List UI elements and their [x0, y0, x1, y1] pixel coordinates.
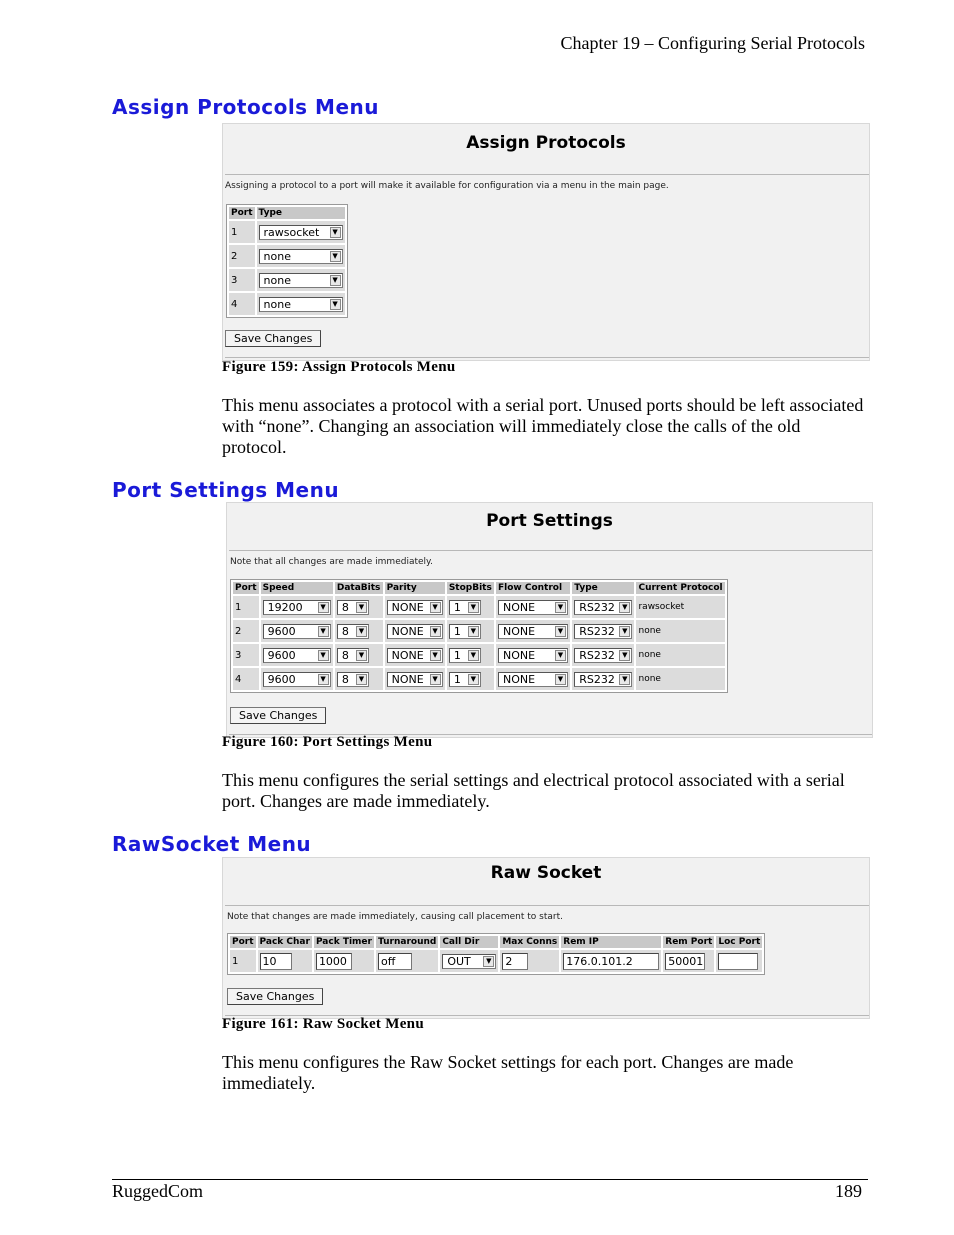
- select-value: 8: [341, 648, 349, 662]
- save-changes-button[interactable]: Save Changes: [225, 330, 321, 347]
- protocol-select[interactable]: [259, 297, 343, 312]
- column-header: Loc Port: [718, 937, 761, 947]
- port-cell: 3: [229, 269, 255, 291]
- column-header: Port: [231, 208, 253, 218]
- assign-protocols-panel: [222, 123, 870, 361]
- figure-caption: Figure 160: Port Settings Menu: [222, 734, 433, 750]
- speed-select[interactable]: [263, 624, 331, 639]
- stopbits-select[interactable]: [449, 600, 481, 615]
- dropdown-arrow-icon: ▼: [330, 275, 341, 286]
- dropdown-arrow-icon: ▼: [555, 674, 566, 685]
- dropdown-arrow-icon: ▼: [330, 299, 341, 310]
- figure-caption: Figure 159: Assign Protocols Menu: [222, 359, 456, 375]
- dropdown-arrow-icon: ▼: [619, 674, 630, 685]
- raw-socket-table: [227, 933, 765, 975]
- dropdown-arrow-icon: ▼: [430, 674, 441, 685]
- panel-note: Note that all changes are made immediately.: [230, 557, 433, 567]
- call-dir-select[interactable]: [442, 954, 496, 969]
- table-row: [233, 596, 725, 618]
- type-select[interactable]: [574, 624, 632, 639]
- dropdown-arrow-icon: ▼: [356, 602, 367, 613]
- select-value: 1: [453, 600, 461, 614]
- select-value: NONE: [503, 648, 536, 662]
- body-paragraph: This menu configures the serial settings and electrical protocol associated with a serial port. Changes are made immediately.: [222, 770, 845, 811]
- dropdown-arrow-icon: ▼: [468, 602, 479, 613]
- select-value: OUT: [447, 954, 471, 968]
- footer-company: RuggedCom: [112, 1181, 204, 1201]
- stopbits-select[interactable]: [449, 672, 481, 687]
- save-changes-button[interactable]: Save Changes: [227, 988, 323, 1005]
- column-header: Type: [572, 582, 634, 594]
- body-paragraph: This menu configures the Raw Socket settings for each port. Changes are made immediately.: [222, 1052, 794, 1093]
- flow-control-select[interactable]: [498, 600, 568, 615]
- protocol-select[interactable]: [259, 225, 343, 240]
- dropdown-arrow-icon: ▼: [619, 602, 630, 613]
- figure-caption: Figure 161: Raw Socket Menu: [222, 1016, 424, 1032]
- column-header: Call Dir: [440, 936, 498, 948]
- port-cell: 2: [229, 245, 255, 267]
- column-header: Speed: [261, 582, 333, 594]
- assign-table: [226, 204, 348, 318]
- dropdown-arrow-icon: ▼: [318, 602, 329, 613]
- turnaround-input[interactable]: off: [378, 953, 412, 970]
- column-header: Current Protocol: [636, 582, 725, 594]
- column-header: Rem IP: [561, 936, 661, 948]
- dropdown-arrow-icon: ▼: [318, 626, 329, 637]
- select-value: NONE: [503, 624, 536, 638]
- dropdown-arrow-icon: ▼: [430, 650, 441, 661]
- chapter-header: Chapter 19 – Configuring Serial Protocols: [560, 33, 865, 53]
- panel-divider: [225, 357, 869, 358]
- dropdown-arrow-icon: ▼: [555, 602, 566, 613]
- column-header: Max Conns: [502, 937, 558, 947]
- dropdown-arrow-icon: ▼: [483, 956, 494, 967]
- dropdown-arrow-icon: ▼: [555, 626, 566, 637]
- dropdown-arrow-icon: ▼: [330, 227, 341, 238]
- speed-select[interactable]: [263, 600, 331, 615]
- dropdown-arrow-icon: ▼: [430, 602, 441, 613]
- port-cell: 4: [229, 293, 255, 315]
- raw-socket-panel: [222, 857, 870, 1019]
- dropdown-arrow-icon: ▼: [430, 626, 441, 637]
- select-value: RS232: [579, 624, 615, 638]
- column-header: Port: [232, 937, 254, 947]
- column-header: Type: [257, 207, 345, 219]
- panel-title: Assign Protocols: [466, 133, 626, 153]
- column-header: DataBits: [335, 582, 383, 594]
- current-protocol-cell: rawsocket: [636, 596, 725, 618]
- protocol-select[interactable]: [259, 273, 343, 288]
- table-row: [230, 950, 762, 972]
- select-value: 19200: [267, 600, 303, 614]
- port-cell: 2: [233, 620, 259, 642]
- column-header: Parity: [385, 582, 445, 594]
- dropdown-arrow-icon: ▼: [468, 650, 479, 661]
- table-row: [229, 245, 345, 267]
- panel-title: Port Settings: [486, 511, 613, 531]
- port-settings-table: [230, 579, 728, 693]
- page-number: 189: [835, 1181, 862, 1201]
- databits-select[interactable]: [337, 672, 369, 687]
- select-value: NONE: [503, 600, 536, 614]
- panel-note: Assigning a protocol to a port will make it available for configuration via a menu in the main page.: [225, 181, 669, 191]
- port-cell: 1: [230, 950, 256, 972]
- select-value: 1: [453, 648, 461, 662]
- column-header: Rem Port: [665, 937, 713, 947]
- panel-title: Raw Socket: [490, 863, 602, 883]
- select-value: 1: [453, 624, 461, 638]
- table-row: [229, 221, 345, 243]
- select-value: 9600: [267, 672, 296, 686]
- port-cell: 1: [233, 596, 259, 618]
- select-value: 1: [453, 672, 461, 686]
- port-cell: 3: [233, 644, 259, 666]
- table-row: [233, 644, 725, 666]
- column-header: Port: [233, 582, 259, 594]
- speed-select[interactable]: [263, 672, 331, 687]
- select-value: NONE: [391, 600, 424, 614]
- table-row: [233, 620, 725, 642]
- panel-note: Note that changes are made immediately, causing call placement to start.: [227, 912, 563, 922]
- loc-port-input[interactable]: [718, 953, 758, 970]
- dropdown-arrow-icon: ▼: [318, 674, 329, 685]
- select-value: RS232: [579, 600, 615, 614]
- type-select[interactable]: [574, 648, 632, 663]
- stopbits-select[interactable]: [449, 624, 481, 639]
- flow-control-select[interactable]: [498, 624, 568, 639]
- rem-ip-input[interactable]: 176.0.101.2: [563, 953, 659, 970]
- dropdown-arrow-icon: ▼: [468, 626, 479, 637]
- dropdown-arrow-icon: ▼: [356, 674, 367, 685]
- table-row: [229, 269, 345, 291]
- select-value: rawsocket: [263, 225, 320, 239]
- stopbits-select[interactable]: [449, 648, 481, 663]
- select-value: 8: [341, 600, 349, 614]
- port-cell: 1: [229, 221, 255, 243]
- select-value: NONE: [391, 672, 424, 686]
- panel-divider: [229, 550, 872, 551]
- port-settings-panel: [226, 502, 873, 738]
- select-value: NONE: [391, 624, 424, 638]
- max-conns-input[interactable]: 2: [502, 953, 528, 970]
- column-header: Flow Control: [496, 582, 570, 594]
- speed-select[interactable]: [263, 648, 331, 663]
- select-value: 8: [341, 624, 349, 638]
- select-value: RS232: [579, 672, 615, 686]
- select-value: none: [263, 249, 291, 263]
- section-heading-raw: RawSocket Menu: [112, 832, 312, 856]
- databits-select[interactable]: [337, 624, 369, 639]
- select-value: none: [263, 273, 291, 287]
- databits-select[interactable]: [337, 648, 369, 663]
- panel-divider: [225, 174, 869, 175]
- current-protocol-cell: none: [636, 668, 725, 690]
- protocol-select[interactable]: [259, 249, 343, 264]
- dropdown-arrow-icon: ▼: [555, 650, 566, 661]
- databits-select[interactable]: [337, 600, 369, 615]
- column-header: Pack Timer: [315, 937, 372, 947]
- type-select[interactable]: [574, 600, 632, 615]
- dropdown-arrow-icon: ▼: [330, 251, 341, 262]
- column-header: StopBits: [447, 582, 494, 594]
- footer-divider: [112, 1179, 868, 1180]
- flow-control-select[interactable]: [498, 672, 568, 687]
- select-value: none: [263, 297, 291, 311]
- parity-select[interactable]: [387, 672, 443, 687]
- pack-char-input[interactable]: 10: [260, 953, 292, 970]
- table-row: [233, 668, 725, 690]
- select-value: NONE: [391, 648, 424, 662]
- select-value: 8: [341, 672, 349, 686]
- current-protocol-cell: none: [636, 620, 725, 642]
- flow-control-select[interactable]: [498, 648, 568, 663]
- select-value: RS232: [579, 648, 615, 662]
- select-value: NONE: [503, 672, 536, 686]
- pack-timer-input[interactable]: 1000: [316, 953, 352, 970]
- parity-select[interactable]: [387, 648, 443, 663]
- port-cell: 4: [233, 668, 259, 690]
- section-heading-port: Port Settings Menu: [112, 478, 340, 502]
- parity-select[interactable]: [387, 624, 443, 639]
- dropdown-arrow-icon: ▼: [619, 626, 630, 637]
- type-select[interactable]: [574, 672, 632, 687]
- column-header: Pack Char: [259, 937, 310, 947]
- dropdown-arrow-icon: ▼: [356, 626, 367, 637]
- select-value: 9600: [267, 648, 296, 662]
- dropdown-arrow-icon: ▼: [356, 650, 367, 661]
- dropdown-arrow-icon: ▼: [619, 650, 630, 661]
- dropdown-arrow-icon: ▼: [318, 650, 329, 661]
- current-protocol-cell: none: [636, 644, 725, 666]
- body-paragraph: This menu associates a protocol with a serial port. Unused ports should be left associated with “none”. Changing an association will immediately close the calls of the old protocol.: [222, 395, 864, 457]
- select-value: 9600: [267, 624, 296, 638]
- parity-select[interactable]: [387, 600, 443, 615]
- panel-divider: [225, 905, 869, 906]
- dropdown-arrow-icon: ▼: [468, 674, 479, 685]
- rem-port-input[interactable]: 50001: [665, 953, 705, 970]
- section-heading-assign: Assign Protocols Menu: [112, 95, 379, 119]
- table-row: [229, 293, 345, 315]
- column-header: Turnaround: [377, 937, 437, 947]
- save-changes-button[interactable]: Save Changes: [230, 707, 326, 724]
